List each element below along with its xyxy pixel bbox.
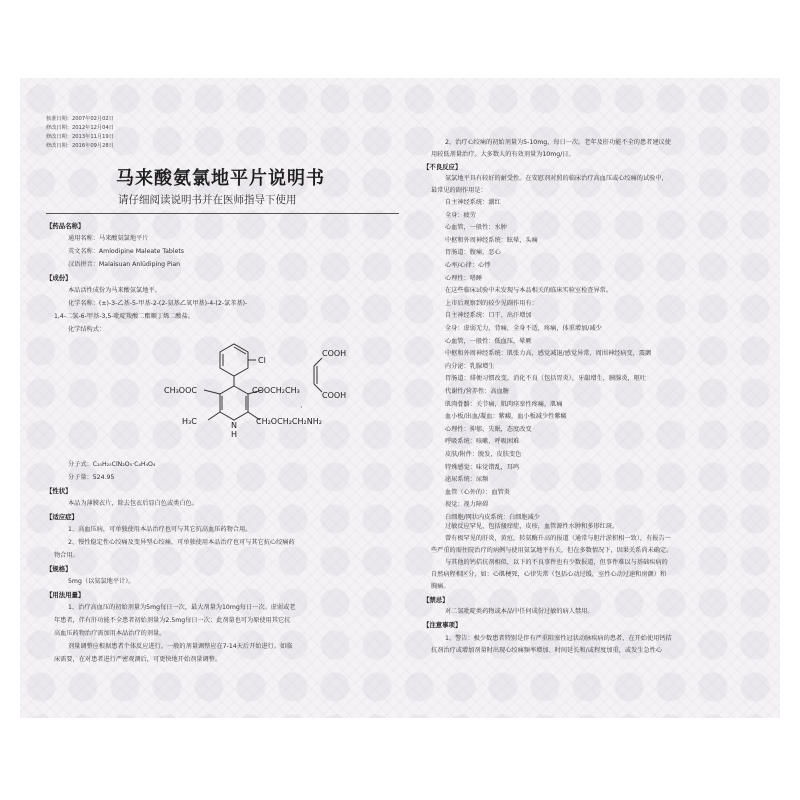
dot-label: · (300, 403, 303, 412)
hepatitis-text-cont: 些严重的需住院治疗的病例与使用氨氯地平有关，但在多数情况下，因果关系尚未确定。 (431, 547, 673, 554)
adverse-item: 视觉：视力障碍 (445, 501, 489, 509)
title-divider (46, 213, 399, 214)
adverse-item: 内分泌：乳腺增生 (445, 362, 495, 370)
calcium-antagonist-text-cont: 自然病程相区分，如：心肌梗死，心律失常（包括心动过缓，室性心动过速和房颤）和 (431, 571, 667, 578)
adverse-item: 自主神经系统：口干、出汗增加 (445, 312, 532, 320)
adverse-item: 心血管，一般性：低血压，晕厥 (445, 337, 532, 345)
adverse-item: 心理性：抑郁，失眠，态度改变 (445, 425, 532, 433)
composition-text: 本品活性成份为马来酸氨氯地平。 (68, 287, 161, 294)
revision-date: 修改日期：2016年09月28日 (46, 143, 114, 149)
methyl-ester-label: CH₃OOC (164, 386, 197, 395)
usage-2-cont: 床需要，在对患者进行严密观测后，可更快地开始剂量调整。 (54, 656, 222, 663)
adverse-item: 中枢和外周神经系统：肌张力高，感觉减退/感觉异常，周围神经病变，震颤 (445, 350, 652, 358)
adverse-item: 全身：疲劳 (445, 211, 476, 219)
adverse-item: 自主神经系统：潮红 (445, 199, 501, 206)
adverse-item: 胃肠道：排便习惯改变，消化不良（包括胃炎），牙龈增生，胰腺炎，呕吐 (445, 375, 647, 383)
adverse-item: 泌尿系统：尿频 (445, 476, 489, 484)
section-adverse-reactions: 【不良反应】 (423, 163, 462, 171)
adverse-item: 在这些临床试验中未发现与本品相关的临床实验室检查异常。 (445, 287, 613, 295)
contraindication-text: 对二氢吡啶类药物或本品中任何成份过敏的病人禁用。 (445, 608, 594, 615)
document-title: 马来酸氨氯地平片说明书 (116, 168, 325, 189)
warning-text-cont: 抗剂治疗或增加剂量时出现心绞痛频率增加、时间延长和/或程度加重，或发生急性心 (431, 647, 663, 654)
adverse-item: 心理性：嗜睡 (445, 274, 483, 282)
indication-1: 1、高血压病，可单独使用本品治疗也可与其它抗高血压药物合用。 (68, 526, 252, 533)
adverse-item: 皮肤/附件：脱发，皮肤变色 (445, 451, 522, 458)
revision-date: 修改日期：2012年12月04日 (46, 125, 114, 131)
molecular-weight: 分子量：524.95 (68, 474, 115, 481)
section-usage: 【用法用量】 (46, 591, 85, 599)
calcium-antagonist-text-cont: 胸痛。 (431, 583, 450, 590)
nitrogen-label: N (231, 421, 237, 430)
document-subtitle: 请仔细阅读说明书并在医师指导下使用 (118, 194, 297, 206)
hydrogen-label: H (231, 430, 238, 439)
adverse-item: 特殊感觉：味觉错乱，耳鸣 (445, 463, 520, 471)
section-drug-name: 【药品名称】 (46, 222, 85, 230)
chemical-name-cont: 1,4-二氢-6-甲基-3,5-吡啶羧酸二酯顺丁烯二酸盐。 (54, 313, 194, 320)
usage-2: 剂量调整应根据患者个体反应进行。一般的剂量调整应在7-14天后开始进行。如临 (68, 643, 293, 650)
approval-date: 核准日期：2007年02月02日 (46, 116, 114, 122)
chemical-name: 化学名称：(±)-3-乙基-5-甲基-2-(2-氨基乙氧甲基)-4-(2-氯苯基)- (68, 300, 248, 307)
description-text: 本品为薄膜衣片，除去包衣后显白色或类白色。 (68, 500, 198, 507)
methyl-label: H₃C (182, 417, 197, 426)
acid-bottom-label: COOH (322, 391, 346, 400)
chlorine-label: Cl (258, 356, 266, 365)
indication-2-cont: 物合用。 (54, 552, 79, 559)
usage-1: 1、治疗高血压的初始剂量为5mg每日一次，最大剂量为10mg每日一次。虚弱或老 (68, 604, 296, 611)
warning-text: 1、警告：极少数患者特别是伴有严重阻塞性冠状动脉疾病的患者，在开始使用钙拮 (445, 635, 672, 642)
angina-dose-cont: 用较低剂量治疗。大多数人的有效剂量为10mg/日。 (431, 151, 575, 158)
adverse-intro-cont: 最常见的副作用是： (431, 187, 487, 194)
adverse-item: 血小板/出血/凝血：紫癜，血小板减少性紫癜 (445, 413, 567, 421)
section-composition: 【成份】 (46, 274, 72, 282)
pinyin-name: 汉语拼音：Malaisuan Anlüdiping Pian (68, 261, 181, 268)
usage-1-cont: 年患者，伴有肝功能不全患者初始剂量为2.5mg每日一次；此剂量也可为原使用其它抗 (54, 617, 291, 624)
side-chain-label: CH₂OCH₂CH₂NH₂ (256, 417, 322, 426)
section-specification: 【规格】 (46, 565, 72, 573)
english-name: 英文名称：Amlodipine Maleate Tablets (68, 248, 184, 255)
acid-top-label: COOH (322, 349, 346, 358)
molecular-formula: 分子式：C₂₀H₂₅ClN₂O₅·C₄H₄O₄ (68, 461, 156, 468)
adverse-item: 上市后观察到的较少见副作用有： (445, 299, 538, 307)
section-indications: 【适应症】 (46, 513, 78, 521)
chemical-structure-diagram (136, 340, 346, 458)
adverse-item: 中枢和外周神经系统：眩晕，头痛 (445, 236, 538, 244)
adverse-item: 全身：虚弱无力，背痛，全身不适，疼痛，体重增加/减少 (445, 325, 602, 332)
hepatitis-text: 曾有极罕见的肝炎，黄疸，转氨酶升高的报道（通常与胆汁淤积相一致），有报告一 (445, 535, 671, 542)
generic-name: 通用名称：马来酸氨氯地平片 (68, 235, 149, 242)
adverse-item: 肌肉骨骼：关节痛，肌肉痉挛性疼痛，肌痛 (445, 400, 563, 408)
adverse-item: 胃肠道：腹痛，恶心 (445, 249, 501, 257)
revision-date: 修改日期：2013年11月19日 (46, 134, 114, 140)
adverse-item: 心血管，一般性：水肿 (445, 224, 507, 232)
section-precautions: 【注意事项】 (423, 621, 462, 629)
structure-label: 化学结构式： (68, 326, 106, 333)
adverse-item: 呼吸系统：咳嗽，呼吸困难 (445, 438, 520, 446)
adverse-item: 心率/心律：心悸 (445, 262, 491, 269)
angina-dose: 2、治疗心绞痛的初始剂量为5-10mg，每日一次。老年及肝功能不全的患者建议使 (445, 139, 671, 146)
calcium-antagonist-text: 与其他的钙拮抗剂相似，以下的不良事件也有少数报道，但事件难以与基础疾病的 (445, 559, 668, 566)
section-description: 【性状】 (46, 487, 72, 495)
specification-text: 5mg（以氨氯地平计）。 (68, 578, 135, 585)
allergy-text: 过敏反应罕见，包括搔痒症，皮疹，血管源性水肿和多形红斑。 (445, 523, 619, 530)
indication-2: 2、慢性稳定性心绞痛及变异型心绞痛，可单独使用本品治疗也可与其它抗心绞痛药 (68, 539, 295, 546)
ethyl-ester-label: COOCH₂CH₃ (252, 386, 300, 395)
adverse-item: 代谢性/营养性：高血糖 (445, 388, 509, 395)
adverse-item: 血管（心外的）：血管炎 (445, 488, 510, 496)
adverse-item: 白细胞/网状内皮系统：白细胞减少 (445, 514, 540, 521)
leaflet-sheet (20, 78, 780, 718)
section-contraindications: 【禁忌】 (423, 596, 449, 604)
adverse-intro: 氨氯地平具有较好的耐受性。在安慰剂对照的临床治疗高血压或心绞痛的试验中， (445, 175, 668, 182)
usage-1-cont: 高血压药物治疗需加用本品治疗的剂量。 (54, 630, 166, 637)
